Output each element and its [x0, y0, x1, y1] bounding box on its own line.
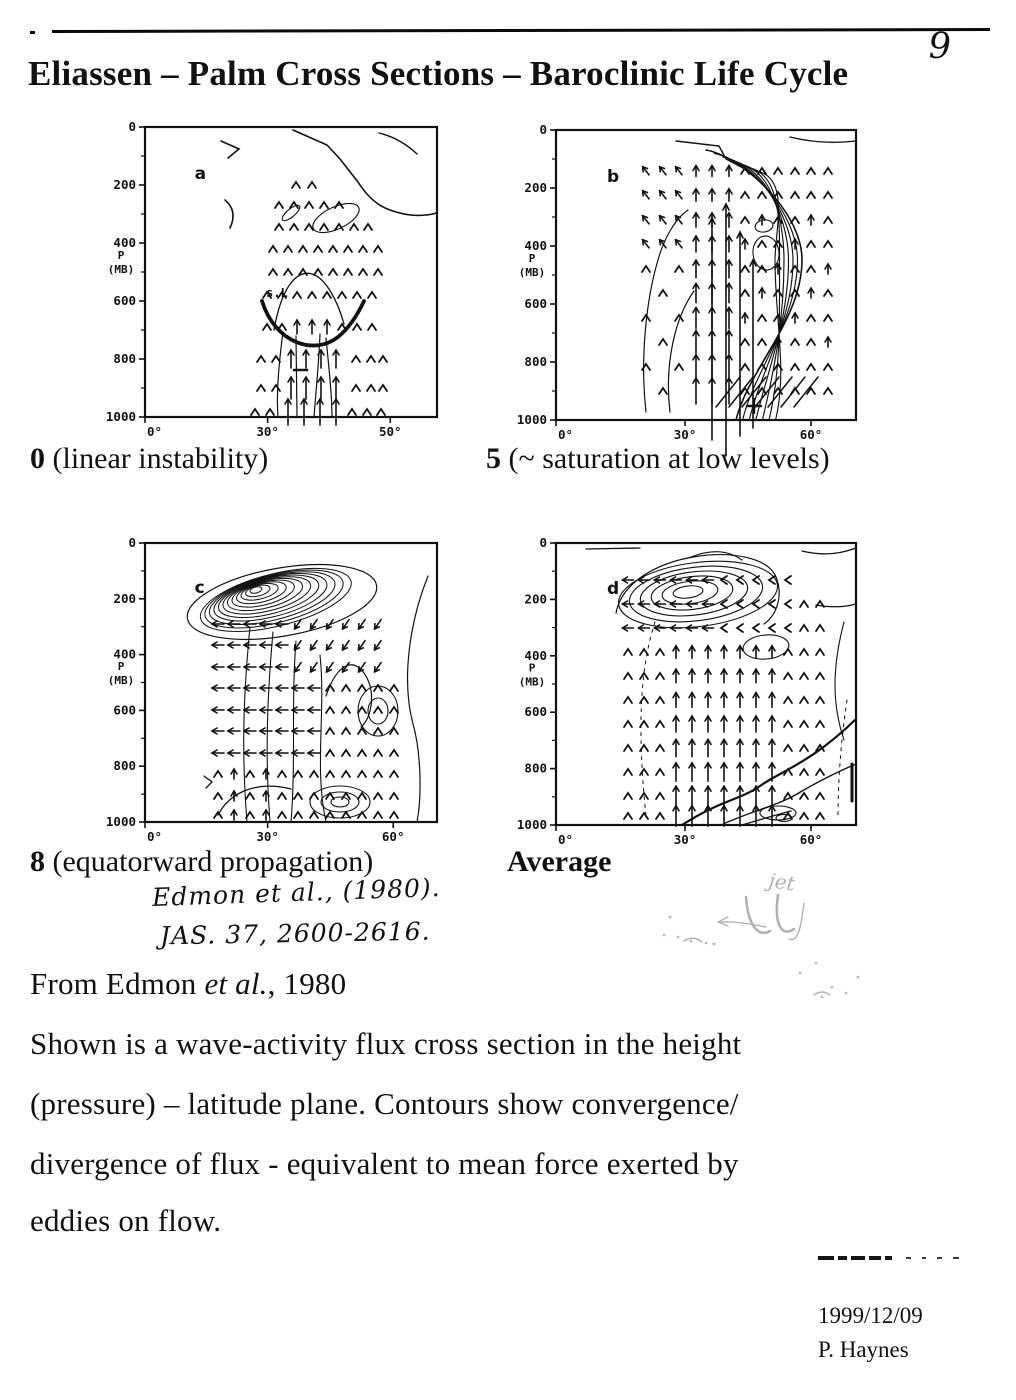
y-axis-tick-label: 800	[113, 758, 136, 774]
source-prefix: From Edmon	[30, 966, 205, 1001]
footer-date: 1999/12/09	[818, 1303, 923, 1328]
y-axis-unit-label: P	[117, 248, 125, 262]
pencil-jet-sketch	[618, 845, 960, 1035]
caption-panel-b	[486, 442, 830, 476]
y-axis-tick-label: 1000	[105, 409, 136, 424]
handwritten-reference-line2: JAS. 37, 2600-2616.	[159, 916, 431, 951]
y-axis-unit-label: P	[117, 659, 125, 673]
caption-panel-c	[30, 845, 373, 879]
scan-top-rule	[52, 28, 990, 33]
y-axis-tick-label: 400	[113, 235, 136, 250]
caption-a-number: 0	[30, 442, 45, 475]
y-axis-unit-label: (MB)	[518, 675, 546, 689]
x-axis-tick-label: 50°	[378, 424, 402, 439]
caption-b-number: 5	[486, 442, 501, 475]
y-axis-tick-label: 400	[524, 238, 547, 253]
footer-author: P. Haynes	[818, 1337, 909, 1362]
y-axis-tick-label: 800	[113, 351, 136, 366]
y-axis-tick-label: 600	[113, 293, 136, 308]
panel-letter: b	[607, 167, 620, 188]
y-axis-tick-label: 600	[113, 702, 136, 718]
scan-smudge-dashes	[818, 1256, 970, 1260]
body-text-line2: (pressure) – latitude plane. Contours show convergence/	[30, 1086, 739, 1121]
source-attribution-line	[30, 966, 346, 1002]
x-axis-tick-label: 30°	[673, 832, 697, 847]
y-axis-tick-label: 1000	[105, 814, 136, 829]
y-axis-unit-label: P	[528, 661, 536, 675]
handwritten-page-number: 9	[924, 25, 955, 68]
y-axis-tick-label: 400	[524, 647, 547, 663]
panel-letter: d	[607, 578, 620, 599]
x-axis-tick-label: 30°	[256, 424, 279, 439]
page-title: Eliassen – Palm Cross Sections – Baroclinic Life Cycle	[28, 54, 849, 93]
panel-letter: c	[194, 578, 205, 599]
body-text-line4: eddies on flow.	[30, 1203, 222, 1238]
y-axis-tick-label: 200	[113, 590, 136, 606]
critical-line-label: s.L	[266, 286, 288, 300]
caption-d-number: Average	[507, 845, 612, 878]
y-axis-tick-label: 1000	[516, 412, 547, 427]
x-axis-tick-label: 30°	[673, 427, 697, 442]
figure-panel-c	[100, 528, 480, 844]
pencil-jet-label: jet	[767, 868, 797, 896]
figure-panel-a	[100, 112, 470, 452]
caption-c-text: (equatorward propagation)	[52, 845, 374, 878]
body-text-line1: Shown is a wave-activity flux cross section in the height	[30, 1026, 742, 1061]
x-axis-tick-label: 60°	[799, 427, 823, 442]
y-axis-tick-label: 400	[113, 646, 136, 662]
y-axis-tick-label: 800	[524, 760, 547, 776]
y-axis-tick-label: 0	[539, 535, 547, 550]
caption-b-text: (~ saturation at low levels)	[508, 442, 830, 475]
source-suffix: , 1980	[267, 966, 347, 1001]
x-axis-tick-label: 30°	[256, 829, 279, 844]
y-axis-unit-label: (MB)	[107, 673, 135, 687]
x-axis-tick-label: 0°	[558, 832, 574, 847]
y-axis-tick-label: 600	[524, 704, 547, 720]
caption-panel-d	[507, 845, 611, 879]
x-axis-tick-label: 0°	[147, 829, 163, 844]
y-axis-tick-label: 0	[539, 122, 547, 137]
y-axis-tick-label: 200	[524, 180, 547, 195]
caption-panel-a	[30, 442, 268, 476]
y-axis-tick-label: 600	[524, 296, 547, 311]
y-axis-unit-label: (MB)	[107, 262, 135, 276]
y-axis-unit-label: P	[528, 251, 536, 265]
y-axis-tick-label: 800	[524, 354, 547, 369]
x-axis-tick-label: 60°	[799, 832, 823, 847]
y-axis-tick-label: 200	[113, 177, 136, 192]
figure-panel-b	[500, 110, 912, 460]
x-axis-tick-label: 60°	[381, 829, 405, 844]
y-axis-unit-label: (MB)	[518, 265, 546, 279]
caption-a-text: (linear instability)	[52, 442, 269, 475]
source-etal: et al.	[204, 966, 268, 1001]
scan-speck	[30, 31, 35, 34]
y-axis-tick-label: 1000	[516, 817, 547, 832]
figure-panel-d	[500, 528, 912, 846]
x-axis-tick-label: 0°	[558, 427, 574, 442]
y-axis-tick-label: 0	[128, 535, 136, 550]
y-axis-tick-label: 200	[524, 591, 547, 607]
body-text-line3: divergence of flux - equivalent to mean force exerted by	[30, 1146, 739, 1181]
caption-c-number: 8	[30, 845, 45, 878]
x-axis-tick-label: 0°	[147, 424, 163, 439]
y-axis-tick-label: 0	[128, 119, 136, 134]
handwritten-reference-line1: Edmon et al., (1980).	[151, 872, 442, 913]
panel-letter: a	[194, 164, 207, 185]
